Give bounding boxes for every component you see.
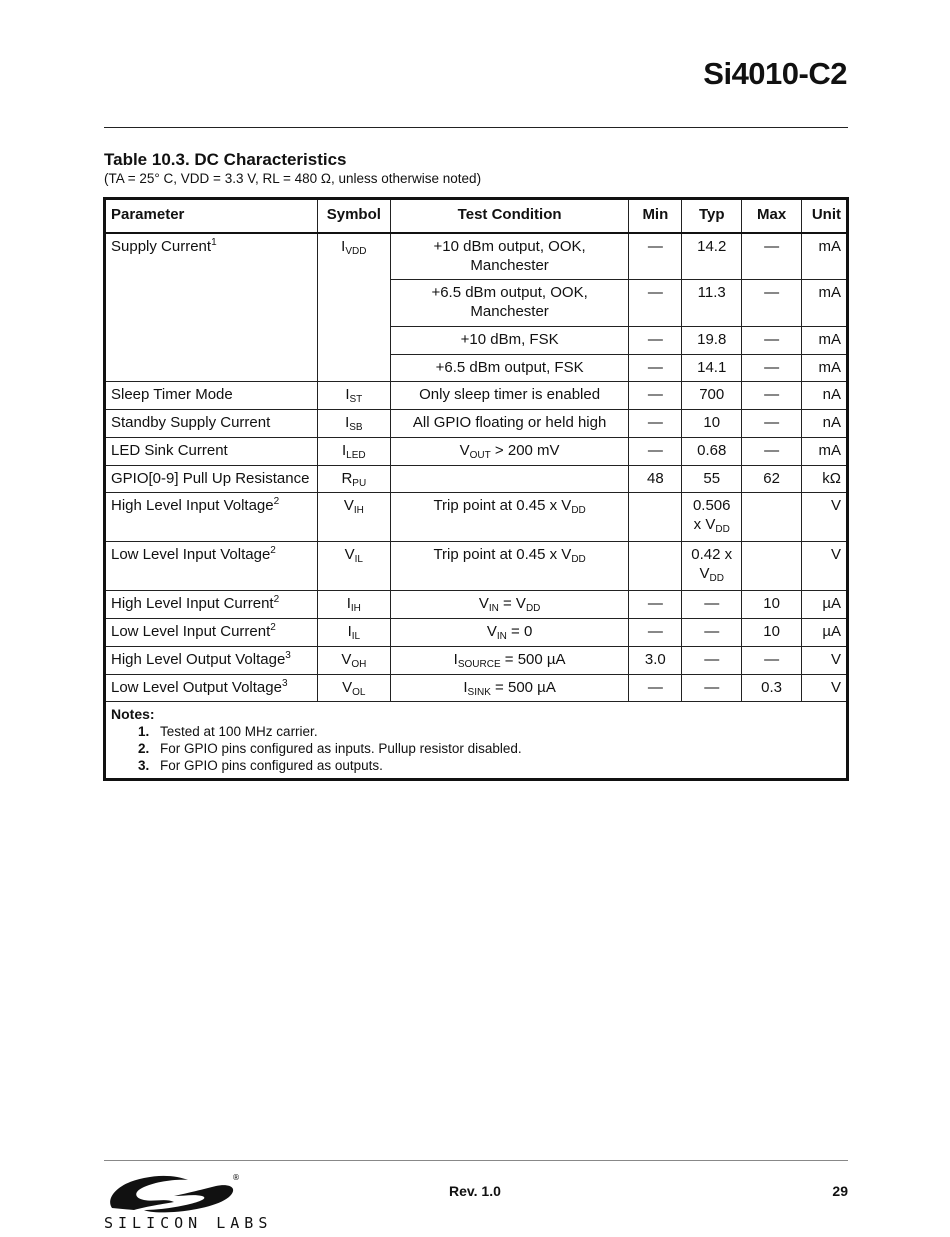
max-cell: 62 (742, 465, 802, 493)
logo-wordmark: SILICON LABS (104, 1214, 273, 1232)
param-cell: High Level Input Voltage$^2$ (105, 493, 318, 542)
min-cell: — (629, 280, 682, 327)
min-cell: 3.0 (629, 646, 682, 674)
col-header-min: Min (629, 199, 682, 233)
min-cell (629, 542, 682, 591)
max-cell: — (742, 437, 802, 465)
table-row (105, 465, 848, 493)
max-cell: 10 (742, 619, 802, 647)
max-cell: — (742, 354, 802, 382)
typ-cell: 19.8 (682, 326, 742, 354)
max-cell: — (742, 382, 802, 410)
table-row (105, 493, 848, 542)
dc-characteristics-table (103, 197, 849, 781)
table-row (105, 410, 848, 438)
notes-row (105, 702, 848, 780)
condition-cell: $I_{SINK} = 500$ µA (390, 674, 629, 702)
typ-cell: 0.68 (682, 437, 742, 465)
document-title: Si4010-C2 (703, 56, 847, 91)
typ-cell: — (682, 674, 742, 702)
param-cell: Supply Current$^1$ (105, 233, 318, 382)
max-cell (742, 542, 802, 591)
min-cell: — (629, 233, 682, 280)
table-row (105, 233, 848, 280)
max-cell: — (742, 326, 802, 354)
condition-cell: All GPIO floating or held high (390, 410, 629, 438)
symbol-cell: $V_{IH}$ (317, 493, 390, 542)
min-cell: — (629, 410, 682, 438)
param-cell: High Level Input Current$^2$ (105, 591, 318, 619)
typ-cell: 11.3 (682, 280, 742, 327)
table-row (105, 437, 848, 465)
condition-cell: +6.5 dBm output, OOK, Manchester (390, 280, 629, 327)
symbol-cell: $I_{ST}$ (317, 382, 390, 410)
unit-cell: mA (801, 354, 847, 382)
symbol-cell: $V_{IL}$ (317, 542, 390, 591)
min-cell: — (629, 437, 682, 465)
symbol-cell: $I_{VDD}$ (317, 233, 390, 382)
min-cell: — (629, 591, 682, 619)
table-row (105, 674, 848, 702)
table-row (105, 542, 848, 591)
min-cell (629, 493, 682, 542)
min-cell: — (629, 619, 682, 647)
condition-cell: $V_{IN} = 0$ (390, 619, 629, 647)
min-cell: — (629, 354, 682, 382)
col-header-test-condition: Test Condition (390, 199, 629, 233)
typ-cell: — (682, 646, 742, 674)
typ-cell: 0.506 x $V_{DD}$ (682, 493, 742, 542)
unit-cell: mA (801, 326, 847, 354)
param-cell: Low Level Input Current$^2$ (105, 619, 318, 647)
unit-cell: nA (801, 410, 847, 438)
table-title: Table 10.3. DC Characteristics (104, 150, 347, 169)
condition-cell (390, 465, 629, 493)
param-cell: Sleep Timer Mode (105, 382, 318, 410)
unit-cell: V (801, 493, 847, 542)
revision-label: Rev. 1.0 (449, 1183, 501, 1199)
min-cell: — (629, 674, 682, 702)
table-header-row (105, 199, 848, 233)
symbol-cell: $I_{IL}$ (317, 619, 390, 647)
condition-cell: +6.5 dBm output, FSK (390, 354, 629, 382)
unit-cell: kΩ (801, 465, 847, 493)
typ-cell: 700 (682, 382, 742, 410)
symbol-cell: $V_{OH}$ (317, 646, 390, 674)
notes-cell (105, 702, 848, 780)
table-row (105, 619, 848, 647)
condition-cell: $I_{SOURCE} = 500$ µA (390, 646, 629, 674)
condition-cell: $V_{OUT} > 200$ mV (390, 437, 629, 465)
unit-cell: V (801, 674, 847, 702)
condition-cell: +10 dBm output, OOK, Manchester (390, 233, 629, 280)
notes-title: Notes: (111, 706, 155, 723)
max-cell (742, 493, 802, 542)
symbol-cell: $R_{PU}$ (317, 465, 390, 493)
footer-rule (104, 1160, 848, 1161)
typ-cell: 10 (682, 410, 742, 438)
unit-cell: nA (801, 382, 847, 410)
max-cell: 10 (742, 591, 802, 619)
unit-cell: V (801, 646, 847, 674)
symbol-cell: $I_{LED}$ (317, 437, 390, 465)
max-cell: 0.3 (742, 674, 802, 702)
typ-cell: — (682, 591, 742, 619)
note-item: 3. For GPIO pins configured as outputs. (138, 757, 383, 773)
typ-cell: 0.42 x $V_{DD}$ (682, 542, 742, 591)
param-cell: Low Level Input Voltage$^2$ (105, 542, 318, 591)
typ-cell: 14.1 (682, 354, 742, 382)
page-number: 29 (832, 1183, 848, 1199)
symbol-cell: $I_{IH}$ (317, 591, 390, 619)
max-cell: — (742, 280, 802, 327)
max-cell: — (742, 410, 802, 438)
col-header-max: Max (742, 199, 802, 233)
typ-cell: — (682, 619, 742, 647)
condition-cell: Only sleep timer is enabled (390, 382, 629, 410)
col-header-parameter: Parameter (105, 199, 318, 233)
condition-cell: $V_{IN} = V_{DD}$ (390, 591, 629, 619)
note-item: 2. For GPIO pins configured as inputs. Pullup resistor disabled. (138, 740, 522, 756)
param-cell: Standby Supply Current (105, 410, 318, 438)
col-header-symbol: Symbol (317, 199, 390, 233)
col-header-typ: Typ (682, 199, 742, 233)
table-heading (104, 150, 481, 186)
unit-cell: mA (801, 437, 847, 465)
col-header-unit: Unit (801, 199, 847, 233)
condition-cell: Trip point at 0.45 x $V_{DD}$ (390, 493, 629, 542)
min-cell: — (629, 326, 682, 354)
table-row (105, 382, 848, 410)
registered-mark: ® (232, 1173, 240, 1182)
unit-cell: µA (801, 619, 847, 647)
typ-cell: 14.2 (682, 233, 742, 280)
condition-cell: +10 dBm, FSK (390, 326, 629, 354)
table-subtitle: (TA = 25° C, VDD = 3.3 V, RL = 480 Ω, unless otherwise noted) (104, 171, 482, 186)
max-cell: — (742, 233, 802, 280)
param-cell: GPIO[0-9] Pull Up Resistance (105, 465, 318, 493)
unit-cell: V (801, 542, 847, 591)
symbol-cell: $V_{OL}$ (317, 674, 390, 702)
unit-cell: mA (801, 233, 847, 280)
table-row (105, 646, 848, 674)
max-cell: — (742, 646, 802, 674)
condition-cell: Trip point at 0.45 x $V_{DD}$ (390, 542, 629, 591)
unit-cell: mA (801, 280, 847, 327)
param-cell: Low Level Output Voltage$^3$ (105, 674, 318, 702)
typ-cell: 55 (682, 465, 742, 493)
note-item: 1. Tested at 100 MHz carrier. (138, 723, 318, 739)
param-cell: LED Sink Current (105, 437, 318, 465)
unit-cell: µA (801, 591, 847, 619)
symbol-cell: $I_{SB}$ (317, 410, 390, 438)
table-row (105, 591, 848, 619)
min-cell: — (629, 382, 682, 410)
header-rule (104, 127, 848, 128)
param-cell: High Level Output Voltage$^3$ (105, 646, 318, 674)
min-cell: 48 (629, 465, 682, 493)
